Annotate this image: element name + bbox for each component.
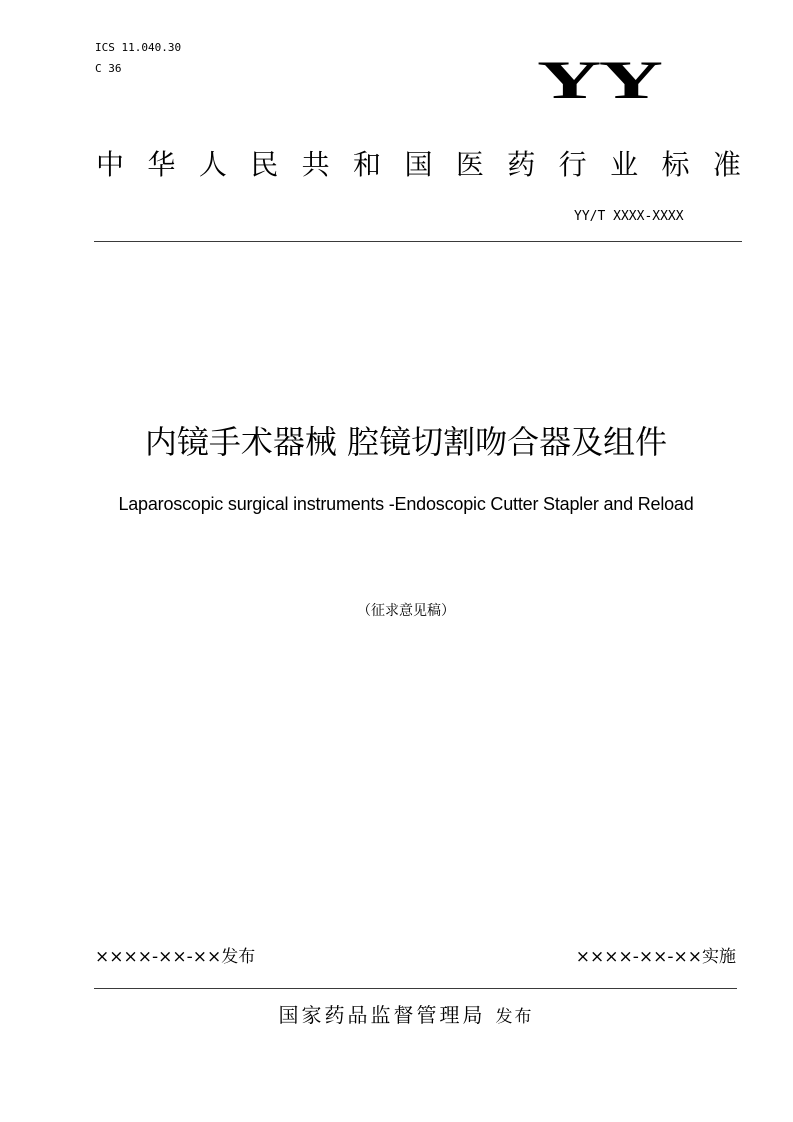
yy-logo: YY — [537, 50, 661, 111]
header-divider — [94, 241, 742, 242]
org-char: 中 — [96, 148, 125, 181]
ics-code: ICS 11.040.30 — [95, 41, 182, 54]
org-char: 医 — [455, 148, 484, 181]
org-char: 民 — [250, 148, 279, 181]
ccs-code: C 36 — [95, 62, 122, 75]
document-title-chinese: 内镜手术器械 腔镜切割吻合器及组件 — [144, 423, 668, 461]
org-char: 和 — [353, 148, 382, 181]
org-char: 业 — [610, 148, 639, 181]
org-char: 准 — [712, 148, 741, 181]
document-title-english: Laparoscopic surgical instruments -Endoscopic Cutter Stapler and Reload — [118, 494, 694, 514]
org-char: 药 — [507, 148, 536, 181]
org-char: 共 — [301, 148, 330, 181]
org-char: 标 — [661, 148, 690, 181]
org-char: 国 — [404, 148, 433, 181]
issuer-name: 国家药品监督管理局 — [278, 1003, 486, 1027]
standard-number: YY/T XXXX-XXXX — [574, 209, 684, 224]
footer-divider — [94, 988, 737, 989]
issuing-authority — [0, 1001, 793, 1031]
org-char: 华 — [147, 148, 176, 181]
org-char: 人 — [198, 148, 227, 181]
issuer-suffix: 发布 — [495, 1007, 534, 1027]
implementation-date: ××××-××-××实施 — [575, 947, 736, 967]
publish-date: ××××-××-××发布 — [95, 947, 256, 967]
draft-status: （征求意见稿） — [357, 603, 455, 619]
organization-title — [96, 148, 741, 182]
org-char: 行 — [558, 148, 587, 181]
